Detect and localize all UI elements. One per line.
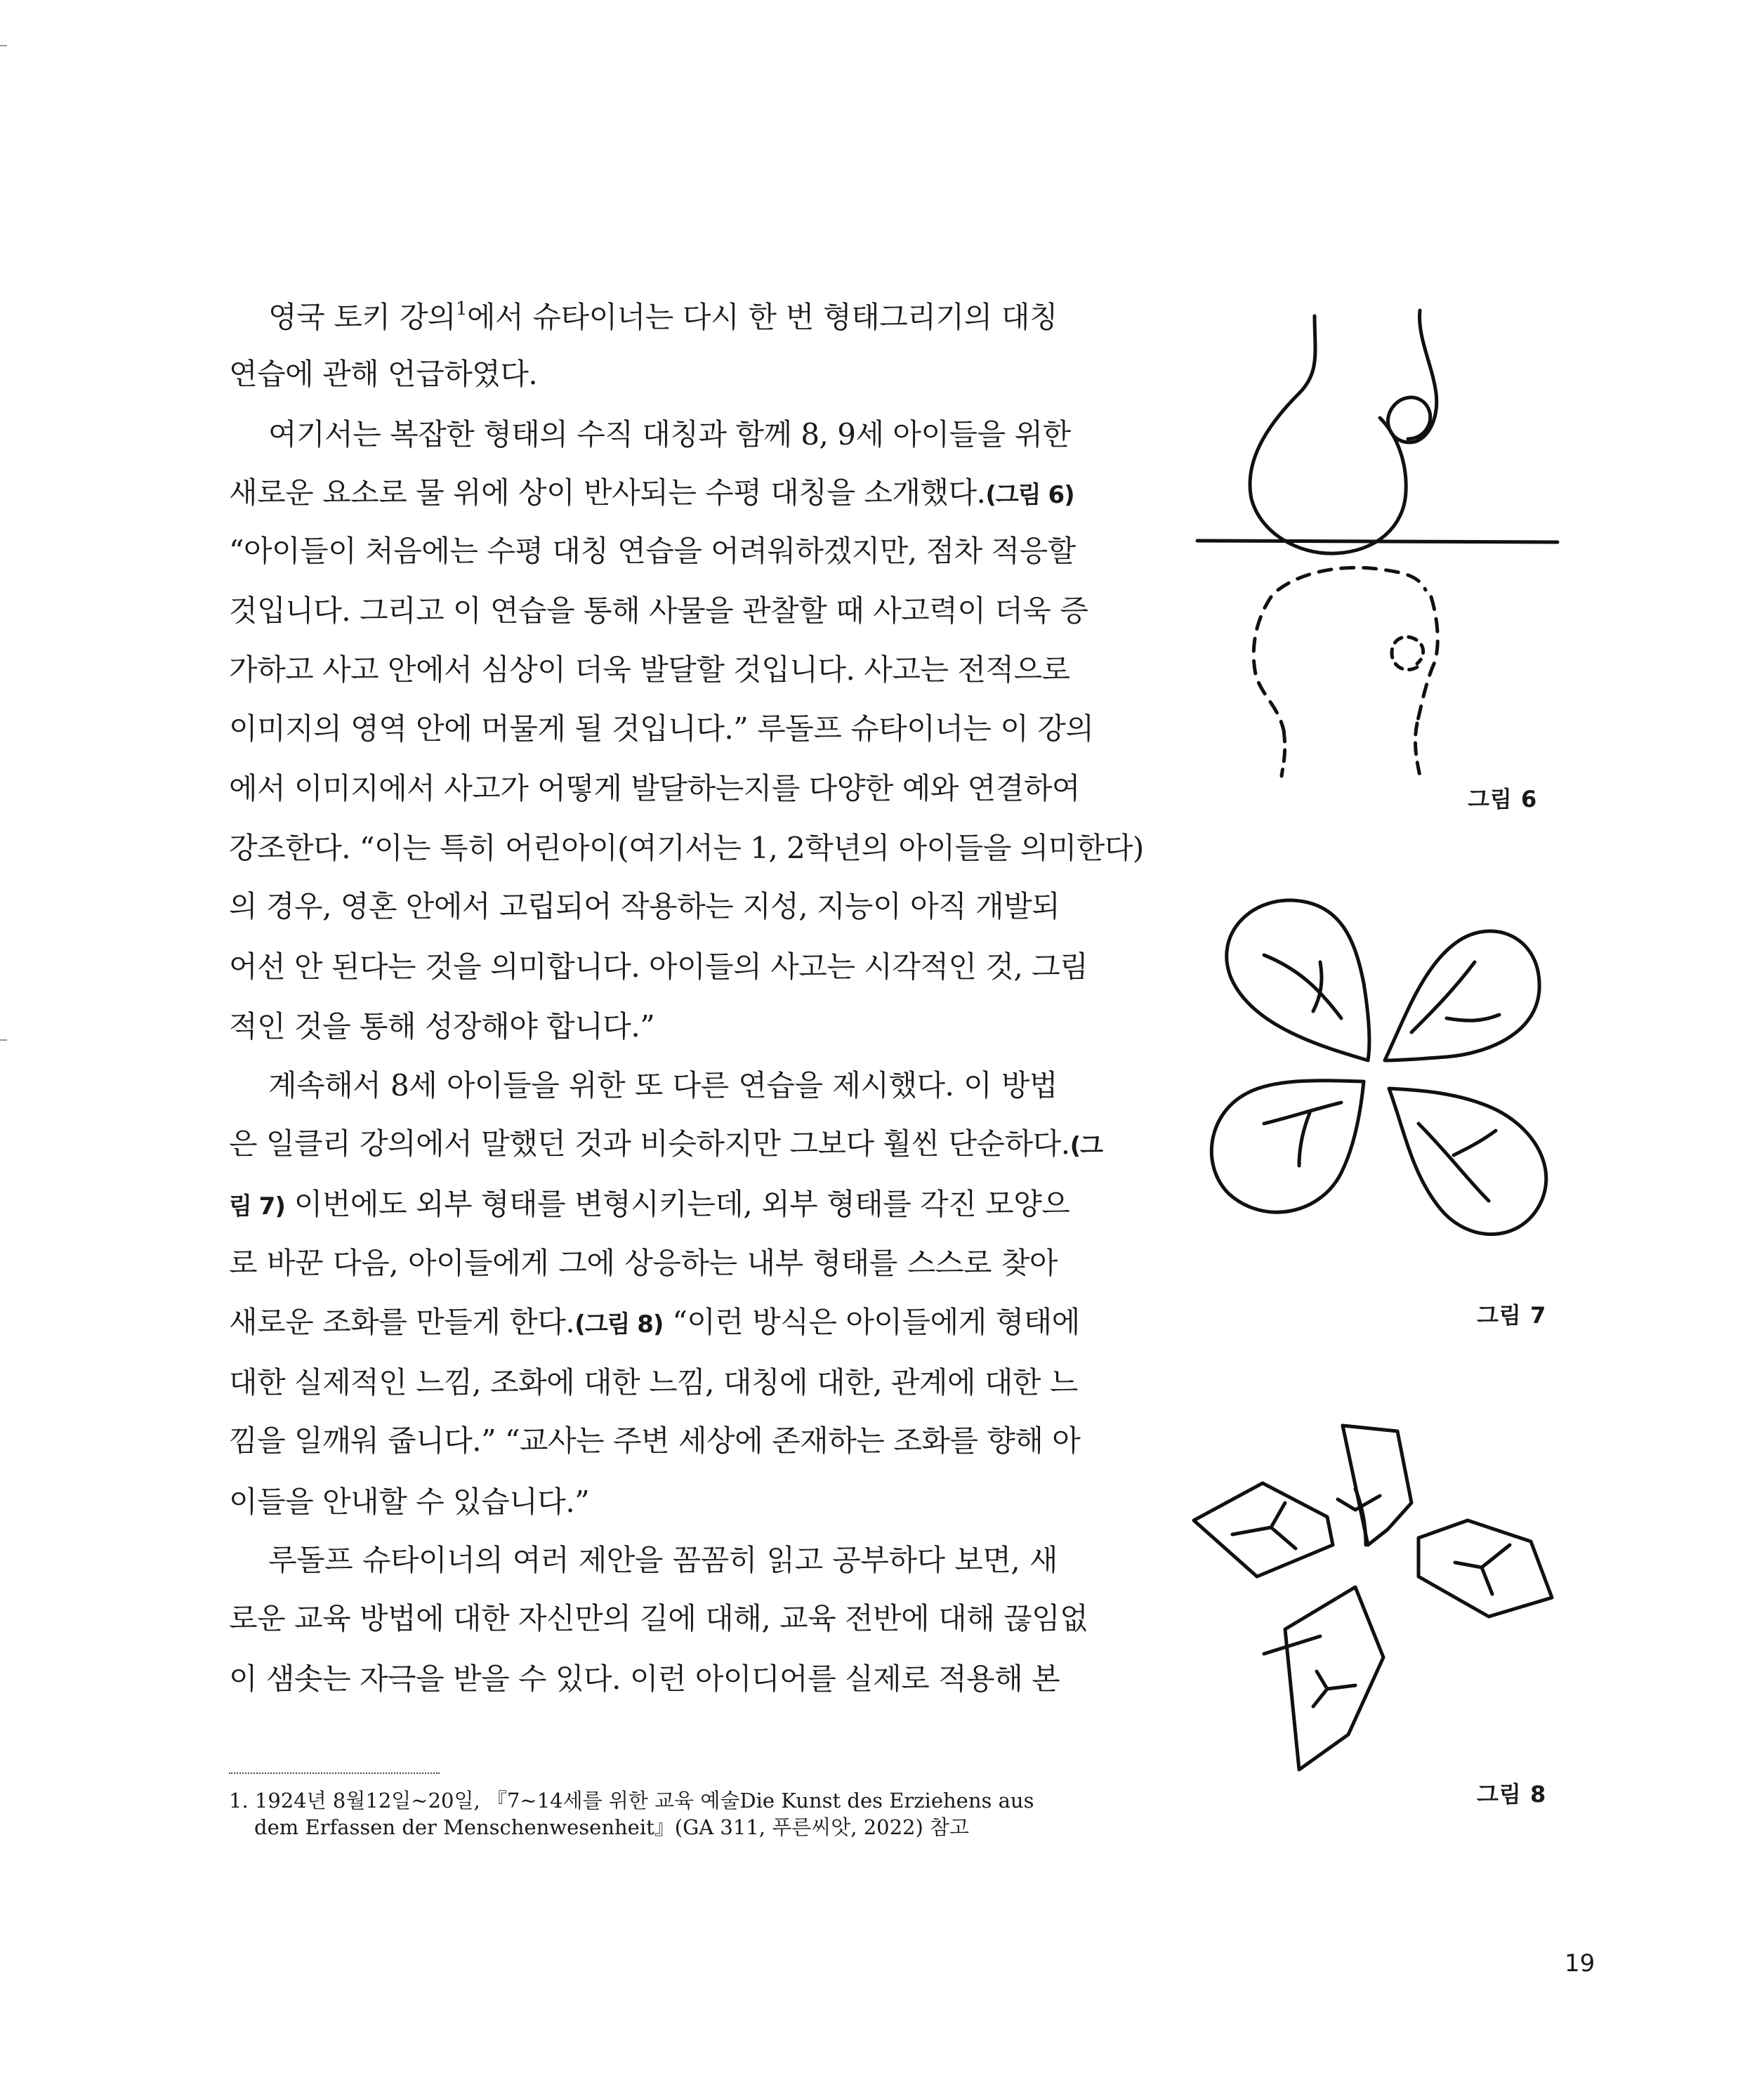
- text-line: 로 바꾼 다음, 아이들에게 그에 상응하는 내부 형태를 스스로 찾아: [229, 1246, 1058, 1280]
- text-line: 적인 것을 통해 성장해야 합니다.”: [229, 1009, 655, 1044]
- text-line: 이들을 안내할 수 있습니다.”: [229, 1485, 590, 1519]
- crop-mark-top: [0, 45, 7, 46]
- text-line: 어선 안 된다는 것을 의미합니다. 아이들의 사고는 시각적인 것, 그림: [229, 949, 1088, 984]
- text-line: “아이들이 처음에는 수평 대칭 연습을 어려워하겠지만, 점차 적응할: [229, 534, 1076, 568]
- text-line: 계속해서 8세 아이들을 위한 또 다른 연습을 제시했다. 이 방법: [268, 1068, 1058, 1103]
- figure-ref-7: (그: [1069, 1132, 1102, 1160]
- text-line: 새로운 요소로 물 위에 상이 반사되는 수평 대칭을 소개했다.(그림 6): [229, 475, 1074, 510]
- text-line: 연습에 관해 언급하였다.: [229, 357, 538, 391]
- footnote-marker[interactable]: 1: [455, 298, 468, 320]
- vase-reflection-icon: [1194, 295, 1573, 787]
- footnote-line: dem Erfassen der Menschenwesenheit』(GA 311, 푸른씨앗, 2022) 참고: [254, 1815, 970, 1839]
- text-line: 것입니다. 그리고 이 연습을 통해 사물을 관찰할 때 사고력이 더욱 증: [229, 593, 1088, 628]
- figure-6: [1194, 295, 1573, 787]
- text-line: 강조한다. “이는 특히 어린아이(여기서는 1, 2학년의 아이들을 의미한다): [229, 831, 1144, 865]
- text-line: 영국 토키 강의$^1$에서 슈타이너는 다시 한 번 형태그리기의 대칭: [268, 298, 1058, 334]
- text-line: 가하고 사고 안에서 심상이 더욱 발달할 것입니다. 사고는 전적으로: [229, 652, 1070, 687]
- text-line: 로운 교육 방법에 대한 자신만의 길에 대해, 교육 전반에 대해 끊임없: [229, 1601, 1088, 1636]
- figure-7: [1180, 885, 1573, 1278]
- text-line: 이 샘솟는 자극을 받을 수 있다. 이런 아이디어를 실제로 적용해 본: [229, 1662, 1060, 1696]
- four-leaf-icon: [1180, 885, 1573, 1278]
- text-line: 에서 이미지에서 사고가 어떻게 발달하는지를 다양한 예와 연결하여: [229, 771, 1080, 805]
- crop-mark-middle: [0, 1039, 7, 1041]
- figure-ref-7-cont: 림 7): [229, 1192, 285, 1221]
- text-line: 림 7) 이번에도 외부 형태를 변형시키는데, 외부 형태를 각진 모양으: [229, 1187, 1070, 1221]
- figure-6-caption: 그림 6: [1468, 786, 1538, 813]
- text-line: 낌을 일깨워 줍니다.” “교사는 주변 세상에 존재하는 조화를 향해 아: [229, 1423, 1081, 1458]
- figure-ref-8: (그림 8): [574, 1310, 664, 1338]
- text-line: 은 일클리 강의에서 말했던 것과 비슷하지만 그보다 훨씬 단순하다.(그: [229, 1126, 1102, 1161]
- text-line: 새로운 조화를 만들게 한다.(그림 8) “이런 방식은 아이들에게 형태에: [229, 1305, 1080, 1339]
- figure-ref-6: (그림 6): [985, 481, 1074, 509]
- figure-8-caption: 그림 8: [1477, 1781, 1547, 1808]
- page-number: 19: [1565, 1949, 1595, 1978]
- figure-8: [1180, 1404, 1573, 1798]
- text-line: 의 경우, 영혼 안에서 고립되어 작용하는 지성, 지능이 아직 개발되: [229, 889, 1060, 923]
- text-line: 대한 실제적인 느낌, 조화에 대한 느낌, 대칭에 대한, 관계에 대한 느: [229, 1365, 1078, 1400]
- footnote-divider: [229, 1772, 440, 1774]
- text-line: 이미지의 영역 안에 머물게 될 것입니다.” 루돌프 슈타이너는 이 강의: [229, 711, 1094, 746]
- angular-four-leaf-icon: [1180, 1404, 1573, 1798]
- text-line: 여기서는 복잡한 형태의 수직 대칭과 함께 8, 9세 아이들을 위한: [268, 417, 1071, 452]
- footnote-line: 1. 1924년 8월12일~20일, 『7~14세를 위한 교육 예술Die Kunst des Erziehens aus: [229, 1789, 1034, 1813]
- text-line: 루돌프 슈타이너의 여러 제안을 꼼꼼히 읽고 공부하다 보면, 새: [268, 1543, 1058, 1577]
- figure-7-caption: 그림 7: [1477, 1302, 1547, 1329]
